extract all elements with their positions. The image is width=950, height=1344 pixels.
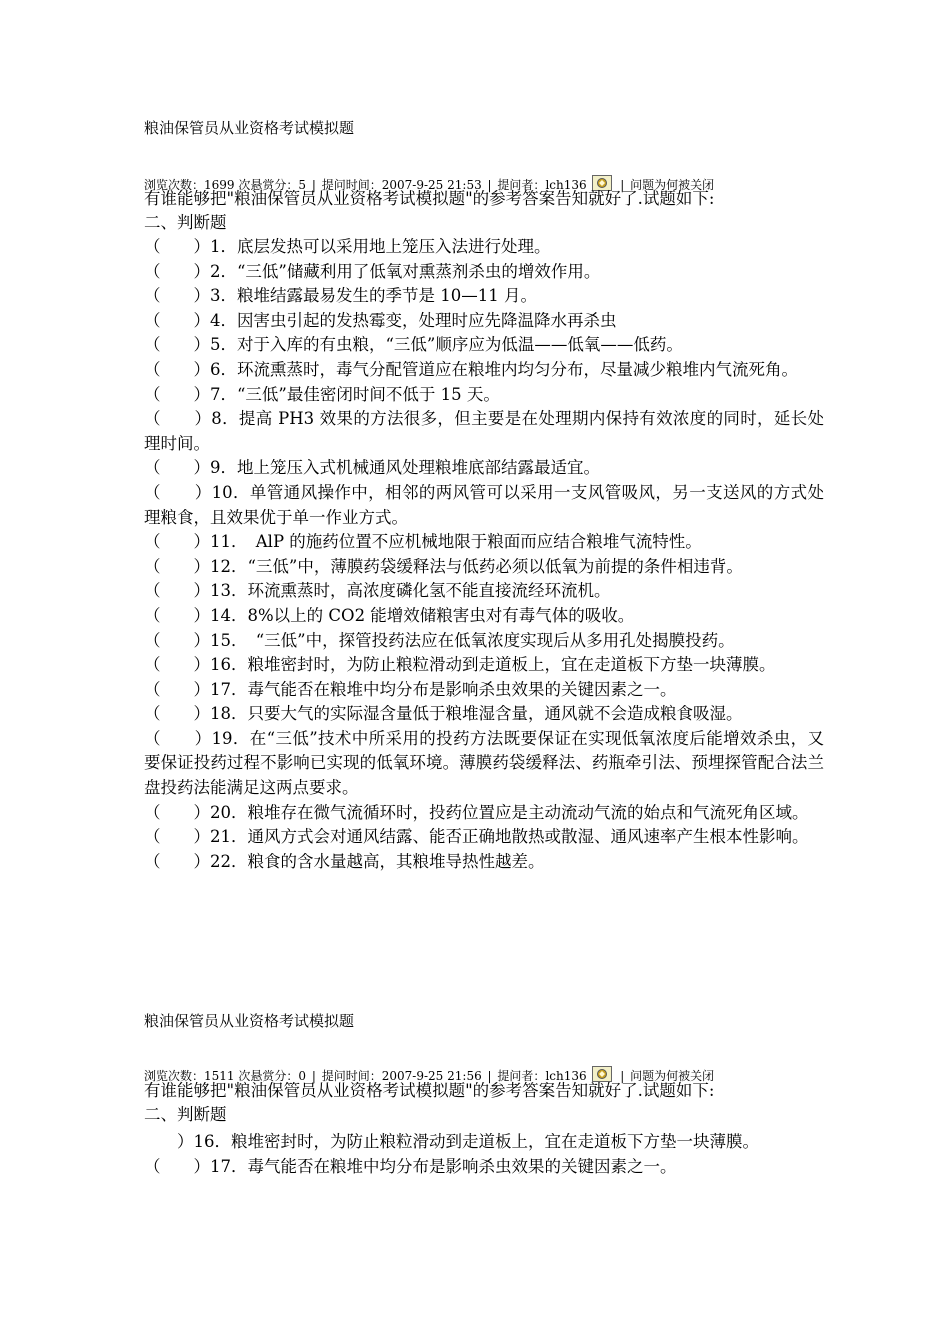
reward-label: 次悬赏分： xyxy=(238,1069,299,1083)
intro-text: 有谁能够把"粮油保管员从业资格考试模拟题"的参考答案告知就好了.试题如下: xyxy=(144,189,715,208)
question-item: （ ）22．粮食的含水量越高，其粮堆导热性越差。 xyxy=(144,851,545,871)
separator: | xyxy=(311,178,316,192)
question-item: （ ）9．地上笼压入式机械通风处理粮堆底部结露最适宜。 xyxy=(144,458,600,478)
reward-value: 0 xyxy=(298,1069,307,1083)
user-level-icon[interactable] xyxy=(592,1066,612,1082)
question-item: （ ）21．通风方式会对通风结露、能否正确地散热或散湿、通风速率产生根本性影响。 xyxy=(144,827,809,847)
question-item: （ ）13．环流熏蒸时，高浓度磷化氢不能直接流经环流机。 xyxy=(144,581,611,601)
time-label: 提问时间： xyxy=(321,178,382,192)
question-item: （ ）11． AlP 的施药位置不应机械地限于粮面而应结合粮堆气流特性。 xyxy=(144,532,702,552)
closed-reason-link[interactable]: 问题为何被关闭 xyxy=(630,1069,715,1083)
question-item: （ ）12．“三低”中，薄膜药袋缓释法与低药必须以低氧为前提的条件相违背。 xyxy=(144,556,743,576)
separator: | xyxy=(487,178,492,192)
post-title: 粮油保管员从业资格考试模拟题 xyxy=(144,1012,355,1030)
section-heading: 二、判断题 xyxy=(144,213,227,232)
question-item: （ ）17．毒气能否在粮堆中均分布是影响杀虫效果的关键因素之一。 xyxy=(144,679,677,699)
asker-name[interactable]: lch136 xyxy=(545,178,587,192)
question-item: （ ）3．粮堆结露最易发生的季节是 10—11 月。 xyxy=(144,286,537,306)
views-count: 1511 xyxy=(204,1069,235,1083)
reward-label: 次悬赏分： xyxy=(238,178,299,192)
separator: | xyxy=(620,178,625,192)
question-item: ）16．粮堆密封时，为防止粮粒滑动到走道板上，宜在走道板下方垫一块薄膜。 xyxy=(144,1132,759,1151)
reward-value: 5 xyxy=(298,178,307,192)
asker-label: 提问者： xyxy=(497,1069,546,1083)
post-time: 2007-9-25 21:53 xyxy=(381,178,482,192)
separator: | xyxy=(487,1069,492,1083)
question-item: （ ）16．粮堆密封时，为防止粮粒滑动到走道板上，宜在走道板下方垫一块薄膜。 xyxy=(144,655,776,675)
question-item: （ ）4．因害虫引起的发热霉变，处理时应先降温降水再杀虫 xyxy=(144,310,617,330)
question-item: （ ）10．单管通风操作中，相邻的两风管可以采用一支风管吸风，另一支送风的方式处理粮食，且效果优于单一作业方式。 xyxy=(144,482,824,527)
separator: | xyxy=(311,1069,316,1083)
question-item: （ ）5．对于入库的有虫粮，“三低”顺序应为低温——低氧——低药。 xyxy=(144,335,683,355)
post-time: 2007-9-25 21:56 xyxy=(381,1069,482,1083)
asker-label: 提问者： xyxy=(497,178,546,192)
question-item: （ ）20．粮堆存在微气流循环时，投药位置应是主动流动气流的始点和气流死角区域。 xyxy=(144,802,809,822)
question-item: （ ）2．“三低”储藏利用了低氧对熏蒸剂杀虫的增效作用。 xyxy=(144,261,601,281)
question-list xyxy=(144,235,824,874)
section-heading: 二、判断题 xyxy=(144,1105,227,1124)
question-item: （ ）19．在“三低”技术中所采用的投药方法既要保证在实现低氧浓度后能增效杀虫，又要保证投药过程不影响已实现的低氧环境。薄膜药袋缓释法、药瓶牵引法、预埋探管配合法兰盘投药法能满足这两点要求。 xyxy=(144,728,824,798)
question-item: （ ）1．底层发热可以采用地上笼压入法进行处理。 xyxy=(144,237,551,256)
closed-reason-link[interactable]: 问题为何被关闭 xyxy=(630,178,715,192)
post-title: 粮油保管员从业资格考试模拟题 xyxy=(144,119,355,137)
question-item: （ ）17．毒气能否在粮堆中均分布是影响杀虫效果的关键因素之一。 xyxy=(144,1156,677,1176)
views-count: 1699 xyxy=(204,178,235,192)
views-label: 浏览次数： xyxy=(144,1069,205,1083)
separator: | xyxy=(620,1069,625,1083)
intro-text: 有谁能够把"粮油保管员从业资格考试模拟题"的参考答案告知就好了.试题如下: xyxy=(144,1081,715,1100)
time-label: 提问时间： xyxy=(321,1069,382,1083)
views-label: 浏览次数： xyxy=(144,178,205,192)
question-item: （ ）18．只要大气的实际湿含量低于粮堆湿含量，通风就不会造成粮食吸湿。 xyxy=(144,704,743,724)
question-item: （ ）7．“三低”最佳密闭时间不低于 15 天。 xyxy=(144,384,500,404)
question-list xyxy=(144,1130,824,1179)
question-item: （ ）8．提高 PH3 效果的方法很多，但主要是在处理期内保持有效浓度的同时，延长处理时间。 xyxy=(144,409,824,453)
question-item: （ ）6．环流熏蒸时，毒气分配管道应在粮堆内均匀分布，尽量减少粮堆内气流死角。 xyxy=(144,359,798,379)
question-item: （ ）14．8%以上的 CO2 能增效储粮害虫对有毒气体的吸收。 xyxy=(144,605,635,625)
question-item: （ ）15． “三低”中，探管投药法应在低氧浓度实现后从多用孔处揭膜投药。 xyxy=(144,630,735,650)
asker-name[interactable]: lch136 xyxy=(545,1069,587,1083)
